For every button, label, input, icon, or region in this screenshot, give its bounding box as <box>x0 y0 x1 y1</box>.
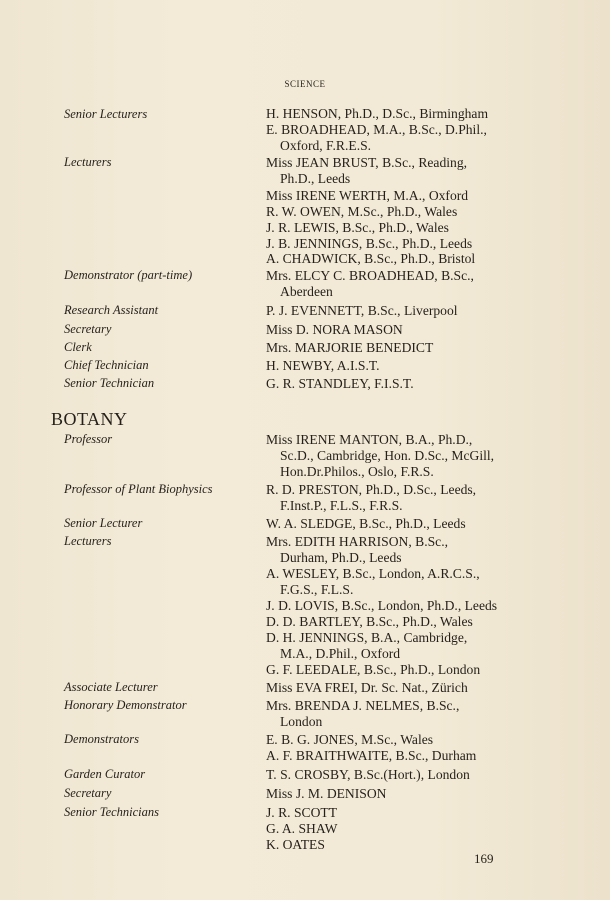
staff-line: T. S. CROSBY, B.Sc.(Hort.), London <box>266 767 470 782</box>
staff-line: M.A., D.Phil., Oxford <box>280 646 401 661</box>
staff-line: Miss D. NORA MASON <box>266 322 403 337</box>
staff-line: H. HENSON, Ph.D., D.Sc., Birmingham <box>266 106 489 121</box>
staff-line: R. W. OWEN, M.Sc., Ph.D., Wales <box>266 204 458 219</box>
page-number: 169 <box>474 851 494 866</box>
role-senior-lecturer: Senior Lecturer <box>64 516 143 530</box>
staff-line: Hon.Dr.Philos., Oslo, F.R.S. <box>280 464 434 479</box>
role-senior-technicians: Senior Technicians <box>64 805 160 819</box>
staff-line: Durham, Ph.D., Leeds <box>280 550 402 565</box>
staff-line: J. R. LEWIS, B.Sc., Ph.D., Wales <box>266 220 449 235</box>
staff-line: R. D. PRESTON, Ph.D., D.Sc., Leeds, <box>266 482 477 497</box>
staff-line: P. J. EVENNETT, B.Sc., Liverpool <box>266 303 458 318</box>
role-lecturers: Lecturers <box>64 534 112 548</box>
staff-line: W. A. SLEDGE, B.Sc., Ph.D., Leeds <box>266 516 466 531</box>
role-clerk: Clerk <box>64 340 92 354</box>
staff-line: Miss IRENE WERTH, M.A., Oxford <box>266 188 469 203</box>
role-research-assistant: Research Assistant <box>64 303 159 317</box>
role-lecturers: Lecturers <box>64 155 112 169</box>
role-chief-technician: Chief Technician <box>64 358 149 372</box>
staff-line: G. F. LEEDALE, B.Sc., Ph.D., London <box>266 662 481 677</box>
staff-line: J. R. SCOTT <box>266 805 338 820</box>
staff-line: J. D. LOVIS, B.Sc., London, Ph.D., Leeds <box>266 598 498 613</box>
role-professor: Professor <box>64 432 113 446</box>
staff-line: Mrs. BRENDA J. NELMES, B.Sc., <box>266 698 460 713</box>
staff-line: D. H. JENNINGS, B.A., Cambridge, <box>266 630 468 645</box>
staff-line: Miss JEAN BRUST, B.Sc., Reading, <box>266 155 468 170</box>
staff-line: A. F. BRAITHWAITE, B.Sc., Durham <box>266 748 477 763</box>
staff-line: Mrs. ELCY C. BROADHEAD, B.Sc., <box>266 268 474 283</box>
staff-line: F.G.S., F.L.S. <box>280 582 354 597</box>
staff-line: Aberdeen <box>280 284 333 299</box>
staff-line: Mrs. EDITH HARRISON, B.Sc., <box>266 534 449 549</box>
staff-line: Ph.D., Leeds <box>280 171 351 186</box>
staff-line: E. B. G. JONES, M.Sc., Wales <box>266 732 434 747</box>
staff-line: H. NEWBY, A.I.S.T. <box>266 358 380 373</box>
staff-line: Sc.D., Cambridge, Hon. D.Sc., McGill, <box>280 448 495 463</box>
role-senior-lecturers: Senior Lecturers <box>64 107 148 121</box>
role-honorary-demonstrator: Honorary Demonstrator <box>64 698 187 712</box>
role-demonstrator-part-time: Demonstrator (part-time) <box>64 268 193 282</box>
running-head: SCIENCE <box>284 79 326 89</box>
staff-line: E. BROADHEAD, M.A., B.Sc., D.Phil., <box>266 122 487 137</box>
staff-line: London <box>280 714 323 729</box>
staff-line: J. B. JENNINGS, B.Sc., Ph.D., Leeds <box>266 236 473 251</box>
role-secretary: Secretary <box>64 322 112 336</box>
staff-line: A. CHADWICK, B.Sc., Ph.D., Bristol <box>266 251 476 266</box>
staff-line: Miss IRENE MANTON, B.A., Ph.D., <box>266 432 473 447</box>
staff-line: A. WESLEY, B.Sc., London, A.R.C.S., <box>266 566 480 581</box>
role-demonstrators: Demonstrators <box>64 732 140 746</box>
role-garden-curator: Garden Curator <box>64 767 146 781</box>
section-title: BOTANY <box>51 409 128 429</box>
staff-line: Miss EVA FREI, Dr. Sc. Nat., Zürich <box>266 680 468 695</box>
staff-line: Miss J. M. DENISON <box>266 786 387 801</box>
role-associate-lecturer: Associate Lecturer <box>64 680 158 694</box>
staff-line: D. D. BARTLEY, B.Sc., Ph.D., Wales <box>266 614 473 629</box>
role-secretary: Secretary <box>64 786 112 800</box>
staff-line: K. OATES <box>266 837 325 852</box>
staff-line: Mrs. MARJORIE BENEDICT <box>266 340 434 355</box>
staff-line: Oxford, F.R.E.S. <box>280 138 372 153</box>
staff-line: G. A. SHAW <box>266 821 338 836</box>
staff-line: G. R. STANDLEY, F.I.S.T. <box>266 376 414 391</box>
role-senior-technician: Senior Technician <box>64 376 155 390</box>
role-professor-plant-biophysics: Professor of Plant Biophysics <box>64 482 213 496</box>
staff-line: F.Inst.P., F.L.S., F.R.S. <box>280 498 403 513</box>
